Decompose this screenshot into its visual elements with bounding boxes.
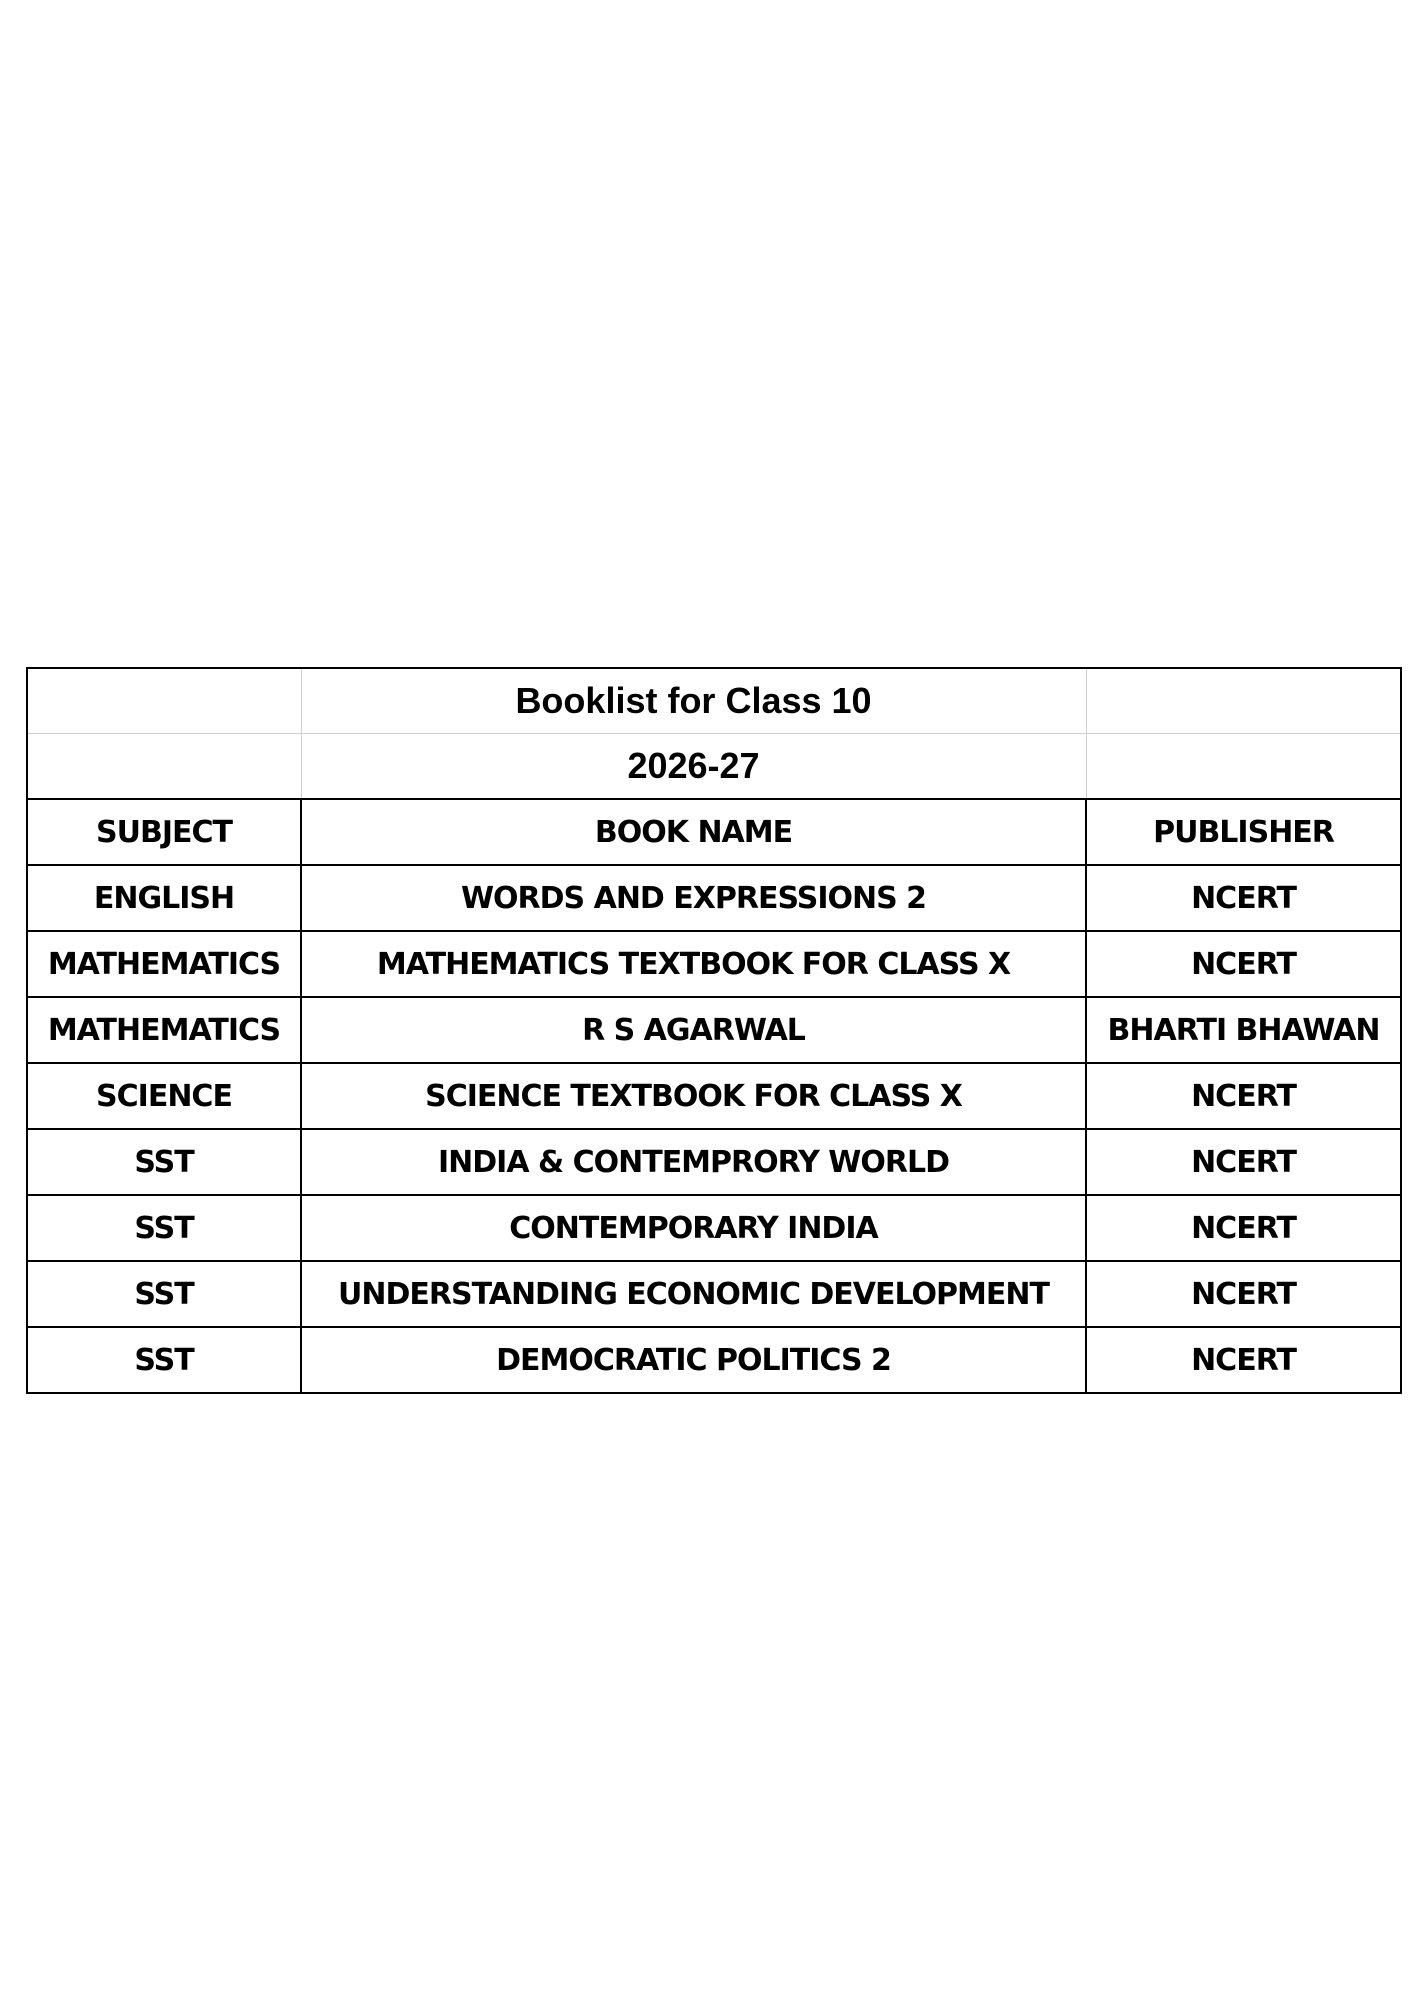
table-row [27, 1261, 1401, 1327]
session-row [27, 734, 1401, 800]
title-row [27, 668, 1401, 734]
subject-cell: ENGLISH [27, 865, 301, 931]
subject-cell: SST [27, 1129, 301, 1195]
subject-cell: SST [27, 1261, 301, 1327]
publisher-cell: NCERT [1086, 1129, 1401, 1195]
publisher-cell: NCERT [1086, 1063, 1401, 1129]
booklist-table [26, 667, 1402, 1394]
empty-cell [27, 734, 301, 800]
subject-cell: SST [27, 1195, 301, 1261]
header-book-name: BOOK NAME [301, 799, 1086, 865]
session-year: 2026-27 [301, 734, 1086, 800]
book-name-cell: DEMOCRATIC POLITICS 2 [301, 1327, 1086, 1393]
table-row [27, 931, 1401, 997]
header-publisher: PUBLISHER [1086, 799, 1401, 865]
publisher-cell: NCERT [1086, 931, 1401, 997]
publisher-cell: BHARTI BHAWAN [1086, 997, 1401, 1063]
book-name-cell: INDIA & CONTEMPRORY WORLD [301, 1129, 1086, 1195]
publisher-cell: NCERT [1086, 1261, 1401, 1327]
document-title: Booklist for Class 10 [301, 668, 1086, 734]
book-name-cell: CONTEMPORARY INDIA [301, 1195, 1086, 1261]
empty-cell [1086, 668, 1401, 734]
empty-cell [27, 668, 301, 734]
publisher-cell: NCERT [1086, 865, 1401, 931]
publisher-cell: NCERT [1086, 1327, 1401, 1393]
table-row [27, 1195, 1401, 1261]
empty-cell [1086, 734, 1401, 800]
table-row [27, 1063, 1401, 1129]
book-name-cell: WORDS AND EXPRESSIONS 2 [301, 865, 1086, 931]
book-name-cell: UNDERSTANDING ECONOMIC DEVELOPMENT [301, 1261, 1086, 1327]
subject-cell: MATHEMATICS [27, 931, 301, 997]
subject-cell: SCIENCE [27, 1063, 301, 1129]
table-row [27, 1129, 1401, 1195]
table-row [27, 1327, 1401, 1393]
table-row [27, 997, 1401, 1063]
book-name-cell: R S AGARWAL [301, 997, 1086, 1063]
book-name-cell: MATHEMATICS TEXTBOOK FOR CLASS X [301, 931, 1086, 997]
publisher-cell: NCERT [1086, 1195, 1401, 1261]
subject-cell: MATHEMATICS [27, 997, 301, 1063]
header-subject: SUBJECT [27, 799, 301, 865]
table-row [27, 865, 1401, 931]
book-name-cell: SCIENCE TEXTBOOK FOR CLASS X [301, 1063, 1086, 1129]
header-row [27, 799, 1401, 865]
subject-cell: SST [27, 1327, 301, 1393]
